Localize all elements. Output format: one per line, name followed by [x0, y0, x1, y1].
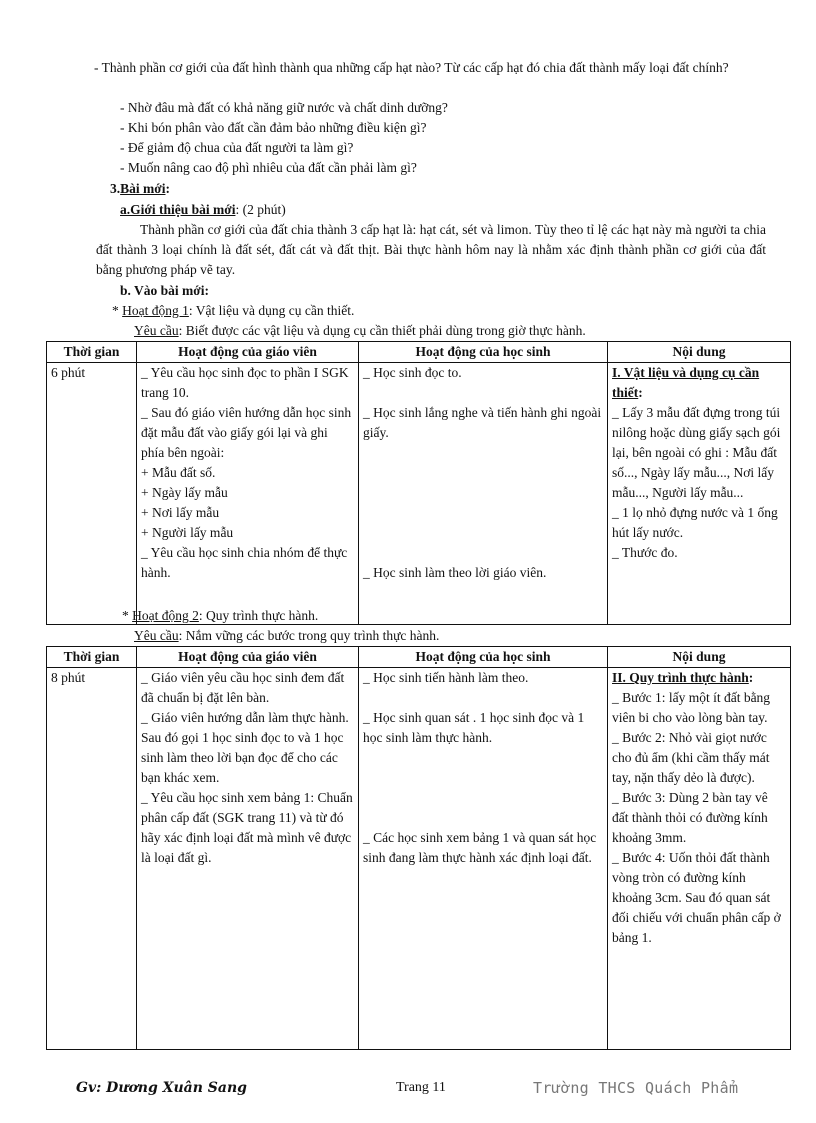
table-row: [47, 363, 791, 625]
activity1-req-text: : Biết được các vật liệu và dụng cụ cần thiết phải dùng trong giờ thực hành.: [178, 323, 586, 338]
table-header-row: [47, 647, 791, 668]
student-step: _ Học sinh quan sát . 1 học sinh đọc và 1 học sinh làm thực hành.: [363, 710, 585, 745]
footer-page-number: Trang 11: [396, 1080, 446, 1095]
activity1-student-cell: [359, 363, 608, 625]
activity2-req-text: : Nắm vững các bước trong quy trình thực hành.: [178, 628, 440, 643]
intro-paragraph: Thành phần cơ giới của đất chia thành 3 cấp hạt là: hạt cát, sét và limon. Tùy theo tỉ lệ các hạt này mà người ta chia đất thành 3 loại chính là đất sét, đất cát và đất thịt. Bài thực hành hôm nay là nhằm xác định thành phần cơ giới của đất bằng phương pháp vẽ tay.: [96, 222, 766, 277]
header-teacher: Hoạt động của giáo viên: [137, 647, 359, 668]
teacher-step: + Mẫu đất số.: [141, 465, 216, 480]
question-5: - Muốn nâng cao độ phì nhiêu của đất cần phải làm gì?: [120, 160, 417, 175]
content-title: [612, 363, 786, 403]
table-row: [47, 668, 791, 1050]
activity1-content-cell: [608, 363, 791, 625]
teacher-step: _ Yêu cầu học sinh đọc to phần I SGK trang 10.: [141, 365, 349, 400]
activity1-requirement: [134, 321, 586, 341]
activity2-heading: [122, 606, 318, 626]
header-student: Hoạt động của học sinh: [359, 342, 608, 363]
activity2-content-cell: [608, 668, 791, 1050]
footer-school: Trường THCS Quách Phẩm: [533, 1079, 739, 1097]
student-step: _ Học sinh tiến hành làm theo.: [363, 670, 529, 685]
activity1-time: 6 phút: [47, 363, 137, 625]
content-item: _ Lấy 3 mẫu đất đựng trong túi nilông hoặc dùng giấy sạch gói lại, bên ngoài có ghi : Mẫu đất số..., Ngày lấy mẫu..., Nơi lấy mẫu..., Người lấy mẫu...: [612, 405, 781, 500]
activity1-req-label: Yêu cầu: [134, 323, 179, 338]
vao-bai-label: b. Vào bài mới: [120, 283, 205, 298]
teacher-step: _ Giáo viên hướng dẫn làm thực hành. Sau đó gọi 1 học sinh đọc to và 1 học sinh làm theo lời bạn đọc để cho các bạn khác xem.: [141, 710, 349, 785]
header-time: Thời gian: [47, 647, 137, 668]
content-title-colon: :: [748, 670, 754, 685]
activity2-teacher-cell: [137, 668, 359, 1050]
activity2-req-label: Yêu cầu: [134, 628, 179, 643]
content-item: _ Bước 2: Nhỏ vài giọt nước cho đủ ẩm (khi cầm thấy mát tay, nặn thấy dẻo là được).: [612, 730, 770, 785]
table-header-row: [47, 342, 791, 363]
activity1-title: : Vật liệu và dụng cụ cần thiết.: [188, 303, 355, 318]
activity2-prefix: *: [122, 608, 133, 623]
activity1-prefix: *: [112, 303, 123, 318]
content-title-colon: :: [638, 385, 643, 400]
content-title: [612, 668, 786, 688]
activity1-heading: [112, 301, 354, 321]
intro-label: a.Giới thiệu bài mới: [120, 202, 236, 217]
header-time: Thời gian: [47, 342, 137, 363]
activity1-table: [46, 341, 791, 625]
header-content: Nội dung: [608, 342, 791, 363]
intro-time: : (2 phút): [235, 202, 286, 217]
student-step: _ Các học sinh xem bảng 1 và quan sát học sinh đang làm thực hành xác định loại đất.: [363, 830, 597, 865]
header-student: Hoạt động của học sinh: [359, 647, 608, 668]
question-4: - Để giảm độ chua của đất người ta làm gì?: [120, 140, 354, 155]
question-3: - Khi bón phân vào đất cần đảm bảo những điều kiện gì?: [120, 120, 427, 135]
content-title-text: II. Quy trình thực hành: [612, 670, 749, 685]
activity2-table: [46, 646, 791, 1050]
section-colon: :: [165, 181, 170, 196]
teacher-step: _ Yêu cầu học sinh chia nhóm để thực hành.: [141, 545, 348, 580]
vao-bai-heading: [120, 281, 209, 301]
section-title: Bài mới: [120, 181, 166, 196]
content-title-text: I. Vật liệu và dụng cụ cần thiết: [612, 365, 760, 400]
student-step: _ Học sinh lắng nghe và tiến hành ghi ngoài giấy.: [363, 405, 602, 440]
header-teacher: Hoạt động của giáo viên: [137, 342, 359, 363]
content-item: _ 1 lọ nhỏ đựng nước và 1 ống hút lấy nước.: [612, 505, 778, 540]
content-item: _ Thước đo.: [612, 545, 678, 560]
footer-author: Gv: Dương Xuân Sang: [76, 1080, 247, 1096]
content-item: _ Bước 4: Uốn thỏi đất thành vòng tròn có đường kính khoảng 3cm. Sau đó quan sát đối chiếu với chuẩn phân cấp ở bảng 1.: [612, 850, 781, 945]
student-step: _ Học sinh làm theo lời giáo viên.: [363, 565, 547, 580]
section-heading: [110, 179, 170, 199]
teacher-step: _ Yêu cầu học sinh xem bảng 1: Chuẩn phân cấp đất (SGK trang 11) và từ đó hãy xác định loại đất mà mình vê được là loại đất gì.: [141, 790, 353, 865]
content-item: _ Bước 1: lấy một ít đất bằng viên bi cho vào lòng bàn tay.: [612, 690, 771, 725]
question-2: - Nhờ đâu mà đất có khả năng giữ nước và chất dinh dưỡng?: [120, 100, 448, 115]
activity2-requirement: [134, 626, 439, 646]
teacher-step: + Nơi lấy mẫu: [141, 505, 220, 520]
activity1-teacher-cell: [137, 363, 359, 625]
teacher-step: _ Sau đó giáo viên hướng dẫn học sinh đặt mẫu đất vào giấy gói lại và ghi phía bên ngoài:: [141, 405, 352, 460]
activity2-name: Hoạt động 2: [132, 608, 199, 623]
header-content: Nội dung: [608, 647, 791, 668]
teacher-step: + Ngày lấy mẫu: [141, 485, 228, 500]
activity1-name: Hoạt động 1: [122, 303, 189, 318]
intro-heading: [120, 200, 286, 220]
activity2-time: 8 phút: [47, 668, 137, 1050]
activity2-student-cell: [359, 668, 608, 1050]
student-step: _ Học sinh đọc to.: [363, 365, 462, 380]
content-item: _ Bước 3: Dùng 2 bàn tay vê đất thành thỏi có đường kính khoảng 3mm.: [612, 790, 768, 845]
question-1: [70, 58, 740, 78]
question-1-text: - Thành phần cơ giới của đất hình thành qua những cấp hạt nào? Từ các cấp hạt đó chia đất thành mấy loại đất chính?: [94, 60, 729, 75]
section-number: 3.: [110, 181, 121, 196]
activity2-title: : Quy trình thực hành.: [198, 608, 319, 623]
vao-bai-colon: :: [204, 283, 209, 298]
teacher-step: _ Giáo viên yêu cầu học sinh đem đất đã chuẩn bị đặt lên bàn.: [141, 670, 345, 705]
teacher-step: + Người lấy mẫu: [141, 525, 234, 540]
